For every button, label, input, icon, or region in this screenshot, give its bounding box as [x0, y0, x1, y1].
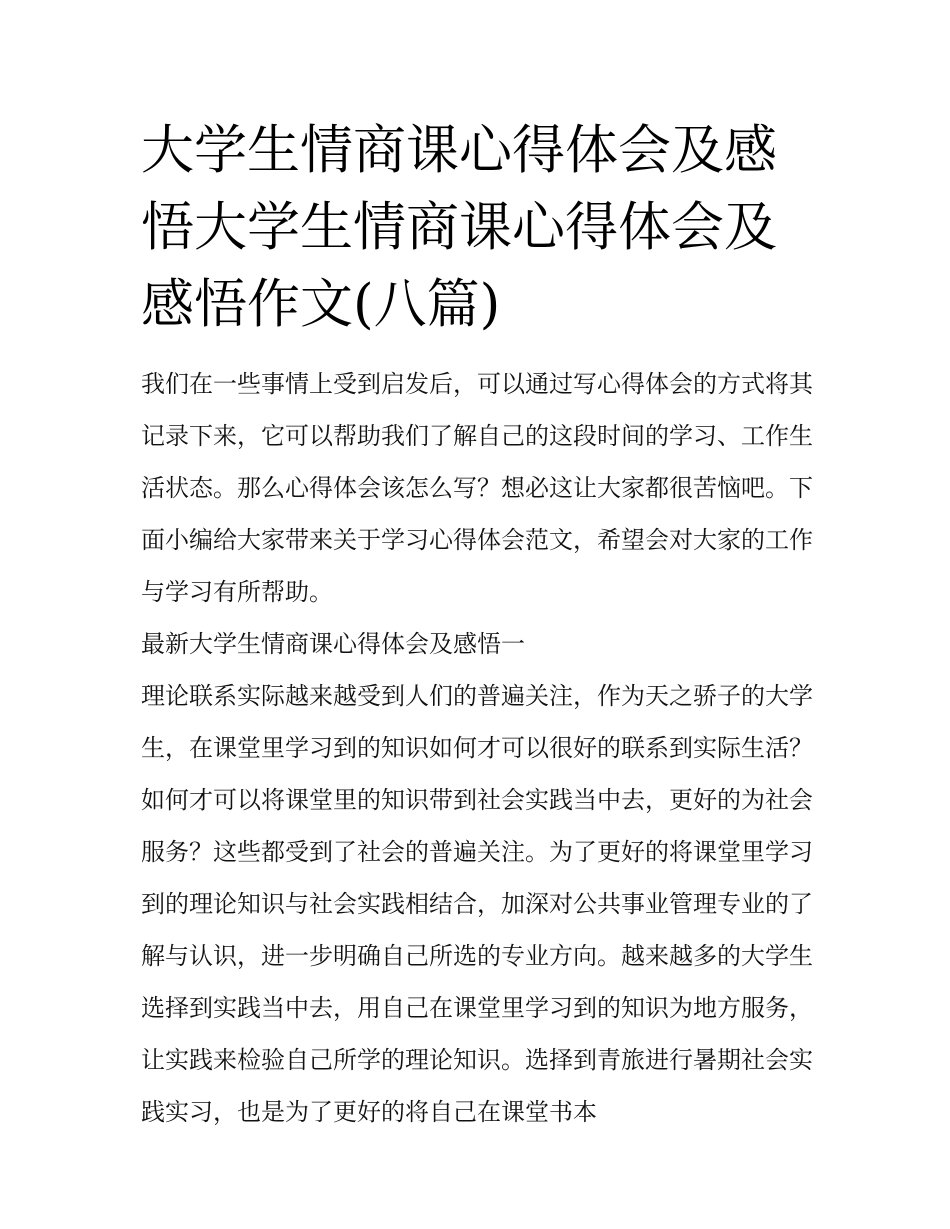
- intro-paragraph: 我们在一些事情上受到启发后，可以通过写心得体会的方式将其记录下来，它可以帮助我们了解自己的这段时间的学习、工作生活状态。那么心得体会该怎么写？想必这让大家都很苦恼吧。下面小编给大家带来关于学习心得体会范文，希望会对大家的工作与学习有所帮助。: [141, 370, 813, 606]
- document-body: [141, 358, 813, 1138]
- section-heading: 最新大学生情商课心得体会及感悟一: [141, 630, 525, 658]
- document-title: 大学生情商课心得体会及感悟大学生情商课心得体会及感悟作文(八篇): [141, 120, 777, 335]
- section-paragraph: 理论联系实际越来越受到人们的普遍关注，作为天之骄子的大学生，在课堂里学习到的知识如何才可以很好的联系到实际生活？如何才可以将课堂里的知识带到社会实践当中去，更好的为社会服务？这些都受到了社会的普遍关注。为了更好的将课堂里学习到的理论知识与社会实践相结合，加深对公共事业管理专业的了解与认识，进一步明确自己所选的专业方向。越来越多的大学生选择到实践当中去，用自己在课堂里学习到的知识为地方服务，让实践来检验自己所学的理论知识。选择到青旅进行暑期社会实践实习，也是为了更好的将自己在课堂书本: [141, 682, 813, 1126]
